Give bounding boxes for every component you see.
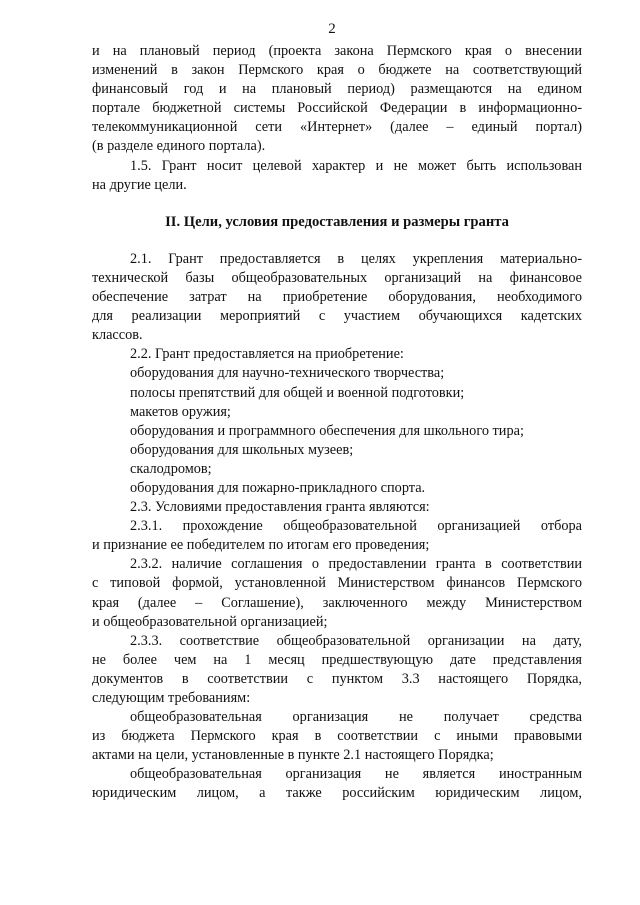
list-item: скалодромов; xyxy=(130,460,212,477)
text-line: 2.3.3. соответствие общеобразовательной организации на дату, xyxy=(130,632,582,649)
text-line: изменений в закон Пермского края о бюджете на соответствующий xyxy=(92,62,582,79)
text-line: классов. xyxy=(92,327,143,344)
text-line: (в разделе единого портала). xyxy=(92,138,266,155)
text-line: юридическим лицом, а также российским юридическим лицом, xyxy=(92,785,582,802)
paragraph-2-3 xyxy=(92,498,582,517)
section-heading: II. Цели, условия предоставления и размеры гранта xyxy=(165,213,509,230)
paragraph-2-3-3 xyxy=(92,632,582,708)
page-number: 2 xyxy=(328,21,336,37)
list-item: оборудования для пожарно-прикладного спорта. xyxy=(130,479,426,496)
document-page xyxy=(92,16,582,804)
text-line: и признание ее победителем по итогам его проведения; xyxy=(92,537,430,554)
paragraph-2-2 xyxy=(92,345,582,498)
list-item: оборудования для научно-технического творчества; xyxy=(130,365,445,382)
text-line: телекоммуникационной сети «Интернет» (далее – единый портал) xyxy=(92,119,582,136)
paragraph-2-1 xyxy=(92,250,582,345)
text-line: края (далее – Соглашение), заключенного между Министерством xyxy=(92,594,582,611)
text-line: портале бюджетной системы Российской Федерации в информационно- xyxy=(92,100,582,117)
text-line: 2.3. Условиями предоставления гранта являются: xyxy=(130,499,430,516)
text-line: документов в соответствии с пунктом 3.3 настоящего Порядка, xyxy=(92,670,582,687)
list-item: оборудования для школьных музеев; xyxy=(130,441,354,458)
text-line: технической базы общеобразовательных организаций на финансовое xyxy=(92,269,582,286)
list-item: оборудования и программного обеспечения для школьного тира; xyxy=(130,422,524,439)
list-item: макетов оружия; xyxy=(130,403,231,420)
text-line: на другие цели. xyxy=(92,176,187,193)
requirement-1 xyxy=(92,708,582,765)
text-line: не более чем на 1 месяц предшествующую дате представления xyxy=(92,651,582,668)
text-line: 2.1. Грант предоставляется в целях укрепления материально- xyxy=(130,250,582,267)
requirement-2 xyxy=(92,765,582,803)
list-item: полосы препятствий для общей и военной подготовки; xyxy=(130,384,465,401)
text-line: для реализации мероприятий с участием обучающихся кадетских xyxy=(92,308,582,325)
paragraph-1-5 xyxy=(92,157,582,195)
text-line: и общеобразовательной организацией; xyxy=(92,613,328,630)
text-line: из бюджета Пермского края в соответствии с иными правовыми xyxy=(92,728,582,745)
text-line: 2.3.1. прохождение общеобразовательной организацией отбора xyxy=(130,518,582,535)
paragraph-2-3-2 xyxy=(92,555,582,631)
text-line: и на плановый период (проекта закона Пермского края о внесении xyxy=(92,43,582,59)
text-line: 1.5. Грант носит целевой характер и не может быть использован xyxy=(130,157,582,174)
text-line: актами на цели, установленные в пункте 2.1 настоящего Порядка; xyxy=(92,747,494,764)
text-line: 2.3.2. наличие соглашения о предоставлении гранта в соответствии xyxy=(130,556,582,573)
paragraph-2-3-1 xyxy=(92,517,582,555)
text-line: 2.2. Грант предоставляется на приобретение: xyxy=(130,346,404,363)
text-line: обеспечение затрат на приобретение оборудования, необходимого xyxy=(92,289,582,306)
text-line: с типовой формой, установленной Министерством финансов Пермского xyxy=(92,575,582,592)
text-line: общеобразовательная организация не является иностранным xyxy=(130,766,582,783)
text-line: финансовый год и на плановый период) размещаются на едином xyxy=(92,81,582,98)
intro-paragraph xyxy=(92,42,582,157)
text-line: следующим требованиям: xyxy=(92,690,251,706)
text-line: общеобразовательная организация не получает средства xyxy=(130,709,582,726)
